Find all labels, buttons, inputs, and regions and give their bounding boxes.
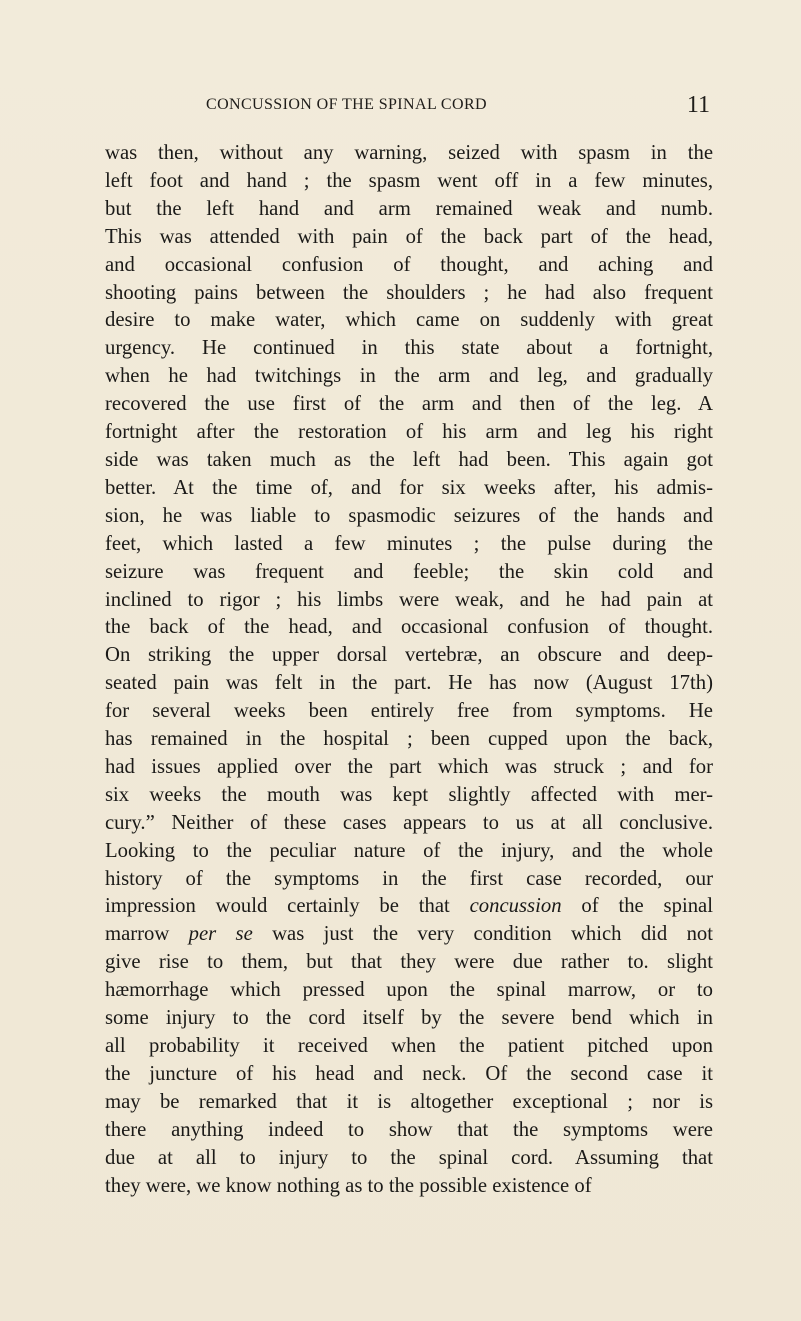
text-line: may be remarked that it is altogether exceptional ; nor is <box>105 1090 713 1113</box>
text-line: side was taken much as the left had been. This again got <box>105 448 713 471</box>
text-line: some injury to the cord itself by the severe bend which in <box>105 1007 713 1030</box>
running-head: CONCUSSION OF THE SPINAL CORD <box>206 96 487 113</box>
text-line: inclined to rigor ; his limbs were weak, and he had pain at <box>105 588 713 611</box>
text-line: Looking to the peculiar nature of the injury, and the whole <box>105 839 713 862</box>
text-line: history of the symptoms in the first case recorded, our <box>105 867 713 890</box>
italic-term: concussion <box>469 895 562 918</box>
text-line: fortnight after the restoration of his arm and leg his right <box>105 421 713 444</box>
text-line: seated pain was felt in the part. He has now (August 17th) <box>105 672 713 695</box>
text-line-with-italic <box>105 921 713 949</box>
text-line: sion, he was liable to spasmodic seizures of the hands and <box>105 504 713 527</box>
text-line: On striking the upper dorsal vertebræ, an obscure and deep- <box>105 644 713 667</box>
text-line: give rise to them, but that they were due rather to. slight <box>105 951 713 974</box>
line-suffix: was just the very condition which did not <box>252 923 714 946</box>
text-line: and occasional confusion of thought, and aching and <box>105 253 713 276</box>
text-line: had issues applied over the part which was struck ; and for <box>105 755 713 778</box>
text-line: better. At the time of, and for six weeks after, his admis- <box>105 476 713 499</box>
text-line: has remained in the hospital ; been cupped upon the back, <box>105 728 713 751</box>
text-line: shooting pains between the shoulders ; he had also frequent <box>105 281 713 304</box>
text-line: This was attended with pain of the back part of the head, <box>105 225 713 248</box>
text-line: due at all to injury to the spinal cord. Assuming that <box>105 1146 713 1169</box>
line-prefix: marrow <box>105 923 189 946</box>
page-header <box>108 92 710 132</box>
text-line: recovered the use first of the arm and then of the leg. A <box>105 393 713 416</box>
body-text <box>105 140 713 1200</box>
text-line: they were, we know nothing as to the possible existence of <box>105 1174 592 1197</box>
text-line: for several weeks been entirely free from symptoms. He <box>105 700 713 723</box>
text-line: there anything indeed to show that the symptoms were <box>105 1118 713 1141</box>
line-suffix: of the spinal <box>561 895 713 918</box>
text-line: seizure was frequent and feeble; the skin cold and <box>105 560 713 583</box>
text-line: the back of the head, and occasional confusion of thought. <box>105 616 713 639</box>
text-line: the juncture of his head and neck. Of the second case it <box>105 1062 713 1085</box>
text-line: left foot and hand ; the spasm went off in a few minutes, <box>105 169 713 192</box>
text-line: but the left hand and arm remained weak and numb. <box>105 197 713 220</box>
text-line: feet, which lasted a few minutes ; the pulse during the <box>105 532 713 555</box>
text-line: when he had twitchings in the arm and leg, and gradually <box>105 365 713 388</box>
text-line: hæmorrhage which pressed upon the spinal marrow, or to <box>105 979 713 1002</box>
text-line-with-italic <box>105 893 713 921</box>
italic-term: per se <box>188 923 253 946</box>
line-prefix: impression would certainly be that <box>105 895 470 918</box>
page-number: 11 <box>686 92 710 118</box>
text-line: six weeks the mouth was kept slightly affected with mer- <box>105 783 713 806</box>
text-line: all probability it received when the patient pitched upon <box>105 1035 713 1057</box>
text-line: was then, without any warning, seized with spasm in the <box>105 142 713 164</box>
text-line: desire to make water, which came on suddenly with great <box>105 309 713 332</box>
text-line: urgency. He continued in this state about a fortnight, <box>105 337 713 360</box>
text-line: cury.” Neither of these cases appears to us at all conclusive. <box>105 811 713 834</box>
